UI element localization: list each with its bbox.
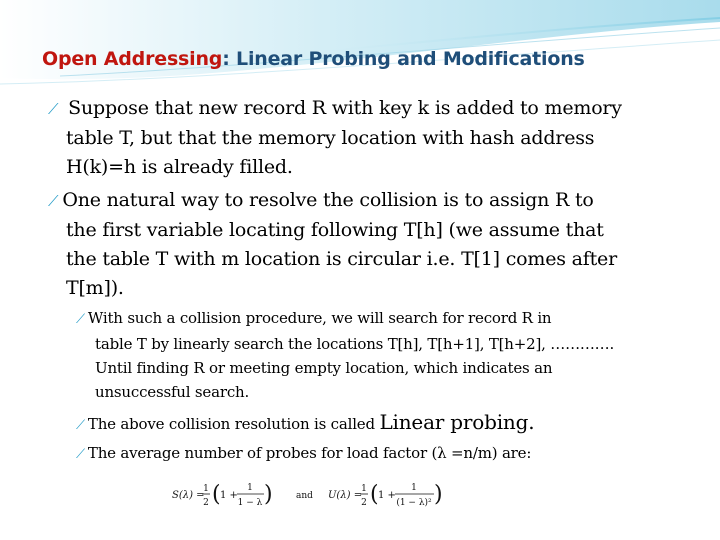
formula-u-frac-num: 1	[411, 483, 417, 493]
sub-bullet-3	[76, 441, 676, 467]
sub-bullet-2-suffix: .	[528, 410, 535, 434]
sub-bullet-1-line-2: table T by linearly search the locations T[h], T[h+1], T[h+2], ………….	[95, 335, 615, 353]
linear-probing-term: Linear probing	[379, 410, 529, 434]
bullet-2-line-3: the table T with m location is circular i.e. T[1] comes after	[66, 248, 617, 270]
formula-u-lhs: U(λ) =	[328, 490, 363, 501]
formula-s-half-num: 1	[203, 484, 209, 494]
bullet-1-line-2: table T, but that the memory location with hash address	[66, 127, 595, 149]
formula-s-half-den: 2	[203, 498, 209, 508]
formula-s-one: 1 +	[220, 490, 238, 501]
bullet-1	[48, 94, 688, 182]
title-main: Linear Probing and Modifications	[236, 48, 585, 70]
sub-bullet-2-prefix: The above collision resolution is called	[87, 415, 380, 433]
formula-u-frac-den: (1 − λ)²	[396, 498, 432, 508]
formula-u-close: )	[434, 482, 443, 507]
bullet-2	[48, 186, 688, 303]
bullet-2-line-1: ⟋ One natural way to resolve the collision is to assign R to	[48, 186, 688, 216]
formula-u-half-num: 1	[361, 484, 367, 494]
slide-title	[42, 48, 585, 70]
bullet-1-line-3: H(k)=h is already filled.	[66, 156, 293, 178]
sub-bullet-1-line-1: ⟋ With such a collision procedure, we will search for record R in	[76, 306, 676, 332]
formula-s-open: (	[212, 482, 221, 507]
title-separator: :	[222, 48, 237, 70]
bullet-icon: ⟋	[76, 447, 85, 462]
header-wave-decoration	[0, 0, 720, 90]
formula-and: and	[296, 491, 313, 501]
formula-s-frac-num: 1	[247, 483, 253, 493]
sub-bullet-3-text: The average number of probes for load factor (λ =n/m) are:	[87, 444, 532, 462]
formula-s-frac-den: 1 − λ	[237, 498, 263, 508]
bullet-2-line-2: the first variable locating following T[h] (we assume that	[66, 219, 604, 241]
sub-bullet-1-line-3: Until finding R or meeting empty location, which indicates an	[95, 359, 553, 377]
sub-bullet-1	[76, 306, 676, 404]
formula-u-one: 1 +	[378, 490, 396, 501]
bullet-icon: ⟋	[48, 100, 59, 118]
formula-s-close: )	[264, 482, 273, 507]
bullet-2-line-4: T[m]).	[66, 277, 124, 299]
formula-u-half-den: 2	[361, 498, 367, 508]
bullet-icon: ⟋	[76, 418, 85, 433]
formula-s-lhs: S(λ) =	[172, 490, 205, 501]
bullet-icon: ⟋	[48, 192, 59, 210]
formula-u-open: (	[370, 482, 379, 507]
probe-formula	[172, 474, 458, 514]
sub-bullet-1-line-4: unsuccessful search.	[95, 383, 250, 401]
sub-bullet-2	[76, 410, 676, 438]
bullet-icon: ⟋	[76, 312, 85, 327]
bullet-1-line-1: ⟋ Suppose that new record R with key k is added to memory	[48, 94, 688, 124]
title-accent: Open Addressing	[42, 48, 223, 70]
header-band	[0, 0, 720, 90]
